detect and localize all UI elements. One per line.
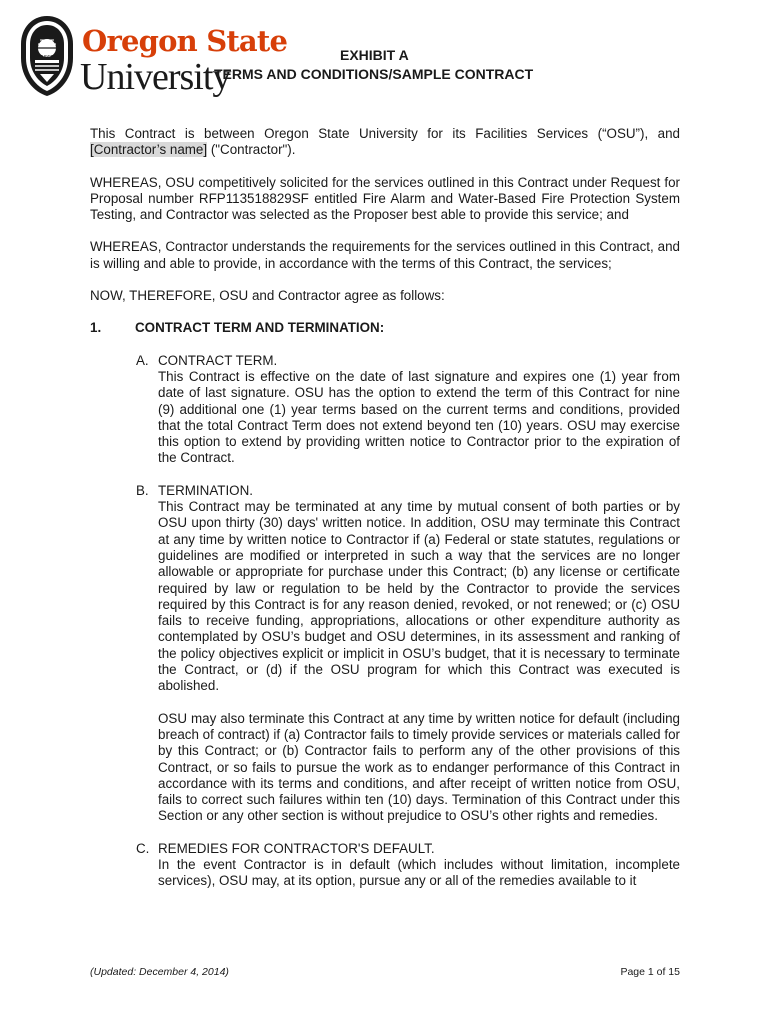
osu-logo [18, 14, 288, 98]
intro-text-end: ("Contractor"). [207, 142, 296, 158]
subsection-c-text: In the event Contractor is in default (which includes without limitation, incomplete services), OSU may, at its option, pursue any or all of the remedies available to it [158, 856, 680, 889]
osu-seal-icon [18, 14, 76, 98]
document-body [90, 126, 680, 906]
document-title: TERMS AND CONDITIONS/SAMPLE CONTRACT [214, 66, 534, 82]
subsection-letter: A. [136, 352, 149, 368]
whereas-paragraph-1: WHEREAS, OSU competitively solicited for the services outlined in this Contract under Request for Proposal number RFP113518829SF entitled Fire Alarm and Water-Based Fire Protection System Testing, and Contractor was selected as the Proposer best able to provide this service; and [90, 174, 680, 223]
contractor-name-placeholder[interactable]: [Contractor’s name] [90, 142, 208, 158]
subsection-heading: TERMINATION. [158, 482, 253, 498]
section-number: 1. [90, 320, 102, 336]
section-1-heading [90, 320, 680, 336]
footer-updated-date: (Updated: December 4, 2014) [90, 966, 229, 978]
subsection-letter: B. [136, 482, 149, 498]
subsection-b-text-2: OSU may also terminate this Contract at any time by written notice for default (including breach of contract) if (a) Contractor fails to timely provide services or materials called for by this Contract; or (b) Contractor fails to perform any of the other provisions of this Contract, or so fails to pursue the work as to endanger performance of this Contract in accordance with its terms and conditions, and after receipt of written notice from OSU, fails to correct such failures within ten (10) days. Termination of this Contract under this Section or any other section is without prejudice to OSU’s other rights and remedies. [158, 710, 680, 824]
now-therefore-paragraph: NOW, THEREFORE, OSU and Contractor agree as follows: [90, 288, 445, 304]
subsection-b-text: This Contract may be terminated at any time by mutual consent of both parties or by OSU upon thirty (30) days' written notice. In addition, OSU may terminate this Contract at any time by written notice to Contractor if (a) Federal or state statutes, regulations or guidelines are modified or interpreted in such a way that the services are no longer allowable or appropriate for purchase under this Contract; (b) any license or certificate required by law or regulation to be held by the Contractor to provide the services required by this Contract is for any reason denied, revoked, or not renewed; or (c) OSU fails to receive funding, appropriations, allocations or other expenditure authority as contemplated by OSU’s budget and OSU determines, in its assessment and ranking of the policy objectives explicit or implicit in OSU’s budget, that it is necessary to terminate the Contract, or (d) if the OSU program for which this Contract was executed is abolished. [158, 499, 680, 694]
subsection-c [90, 841, 680, 890]
subsection-a [90, 353, 680, 467]
logo-wordmark-line2: University [80, 56, 231, 98]
subsection-a-text: This Contract is effective on the date of last signature and expires one (1) year from date of last signature. OSU has the option to extend the term of this Contract for nine (9) additional one (1) year terms based on the current terms and conditions, provided that the total Contract Term does not extend beyond ten (10) years. OSU may exercise this option to extend by providing written notice to Contractor prior to the expiration of the Contract. [158, 368, 680, 466]
subsection-c-title [136, 841, 680, 857]
exhibit-heading: EXHIBIT A [340, 47, 409, 63]
logo-wordmark-line1: Oregon State [82, 24, 288, 58]
subsection-b [90, 483, 680, 825]
intro-text: This Contract is between Oregon State University for its Facilities Services (“OSU”), and [90, 126, 680, 141]
whereas-paragraph-2: WHEREAS, Contractor understands the requirements for the services outlined in this Contract, and is willing and able to provide, in accordance with the terms of this Contract, the services; [90, 239, 680, 271]
subsection-heading: REMEDIES FOR CONTRACTOR'S DEFAULT. [158, 840, 435, 856]
subsection-b-title [136, 483, 680, 499]
seal-year: 1868 [40, 55, 54, 61]
subsection-letter: C. [136, 840, 150, 856]
footer-page-number: Page 1 of 15 [620, 966, 680, 978]
subsection-heading: CONTRACT TERM. [158, 352, 278, 368]
subsection-a-title [136, 353, 680, 369]
intro-paragraph-1 [90, 126, 680, 159]
section-title: CONTRACT TERM AND TERMINATION: [135, 320, 385, 336]
